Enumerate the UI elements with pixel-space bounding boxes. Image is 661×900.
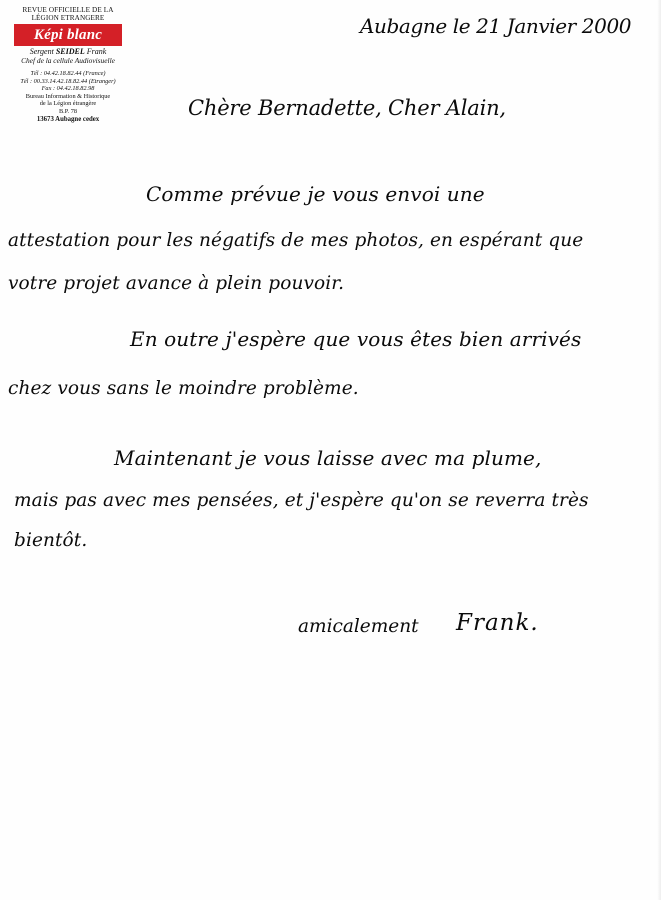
letter-date: Aubagne le 21 Janvier 2000 xyxy=(360,14,632,38)
handwritten-signature: Frank. xyxy=(456,610,539,636)
po-box: B.P. 78 xyxy=(58,107,78,115)
paragraph-1-line-2: attestation pour les négatifs de mes photos, en espérant que xyxy=(8,230,584,251)
letterhead-line-1: REVUE OFFICIELLE DE LA xyxy=(22,6,114,14)
paragraph-3-line-1: Maintenant je vous laisse avec ma plume, xyxy=(114,446,542,470)
letter-greeting: Chère Bernadette, Cher Alain, xyxy=(188,96,506,120)
paragraph-2-line-1: En outre j'espère que vous êtes bien arrivés xyxy=(130,327,582,351)
postal-city: 13673 Aubagne cedex xyxy=(36,115,100,123)
sender-name-suffix: Frank xyxy=(84,47,107,56)
bureau-line-1: Bureau Information & Historique xyxy=(25,92,111,100)
letter-closing: amicalement xyxy=(298,616,419,637)
kepi-blanc-logo: Képi blanc xyxy=(14,24,122,46)
sender-surname: SEIDEL xyxy=(55,47,85,56)
sender-name xyxy=(6,47,130,56)
phone-abroad: Tél : 00.33.14.42.18.82.44 (Etranger) xyxy=(20,77,116,85)
letterhead xyxy=(6,6,130,124)
sender-role: Chef de la cellule Audiovisuelle xyxy=(21,56,115,65)
paragraph-1-line-3: votre projet avance à plein pouvoir. xyxy=(8,273,345,294)
bureau-line-2: de la Légion étrangère xyxy=(39,100,97,108)
fax-number: Fax : 04.42.18.82.98 xyxy=(41,85,95,93)
scan-edge-shadow xyxy=(657,0,661,900)
phone-france: Tél : 04.42.18.82.44 (France) xyxy=(30,70,106,77)
paragraph-2-line-2: chez vous sans le moindre problème. xyxy=(8,378,359,399)
sender-name-prefix: Sergent xyxy=(29,47,56,56)
letterhead-line-2: LÉGION ETRANGERE xyxy=(31,14,105,22)
paragraph-1-line-1: Comme prévue je vous envoi une xyxy=(146,182,485,206)
paragraph-3-line-2: mais pas avec mes pensées, et j'espère qu'on se reverra très xyxy=(14,490,589,511)
paragraph-3-line-3: bientôt. xyxy=(14,530,88,551)
